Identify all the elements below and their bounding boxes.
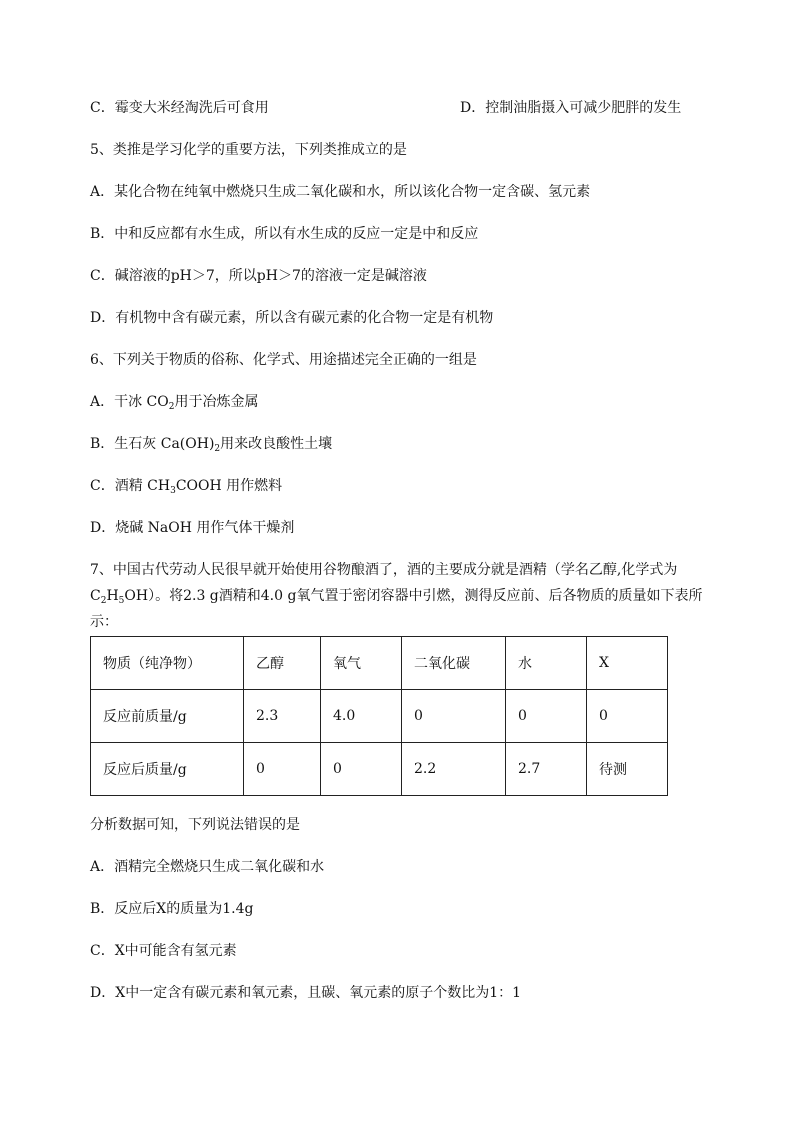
table-header-cell: 物质（纯净物）: [91, 637, 244, 690]
table-row: [91, 743, 668, 796]
table-header-cell: X: [587, 637, 668, 690]
table-header-cell: 水: [506, 637, 587, 690]
table-cell: 0: [244, 743, 321, 796]
q7-option-c: C．X中可能含有氢元素: [90, 943, 237, 959]
q7-option-d: D．X中一定含有碳元素和氧元素，且碳、氧元素的原子个数比为1：1: [90, 985, 522, 1001]
q4-option-c: C．霉变大米经淘洗后可食用: [90, 100, 269, 116]
table-header-cell: 乙醇: [244, 637, 321, 690]
table-row: [91, 690, 668, 743]
q7-stem-line2: $C_2H_5OH$）。将2.3 g酒精和4.0 g氧气置于密闭容器中引燃，测得反应前、后各物质的质量如下表所: [90, 588, 703, 606]
table-cell: 反应前质量/g: [91, 690, 244, 743]
table-cell: 反应后质量/g: [91, 743, 244, 796]
q4-options-row: [90, 98, 682, 118]
q6-stem: 6、下列关于物质的俗称、化学式、用途描述完全正确的一组是: [90, 352, 477, 368]
table-cell: 0: [402, 690, 506, 743]
table-cell: 待测: [587, 743, 668, 796]
table-cell: 0: [506, 690, 587, 743]
table-cell: 2.2: [402, 743, 506, 796]
table-cell: 0: [587, 690, 668, 743]
table-cell: 2.7: [506, 743, 587, 796]
q7-stem-line1: 7、中国古代劳动人民很早就开始使用谷物酿酒了，酒的主要成分就是酒精（学名乙醇,化学式为: [90, 562, 678, 578]
table-cell: 4.0: [321, 690, 402, 743]
q5-option-a: A．某化合物在纯氧中燃烧只生成二氧化碳和水，所以该化合物一定含碳、氢元素: [90, 184, 591, 200]
q5-option-b: B．中和反应都有水生成，所以有水生成的反应一定是中和反应: [90, 226, 479, 242]
q7-option-a: A．酒精完全燃烧只生成二氧化碳和水: [90, 859, 325, 875]
table-header-cell: 氧气: [321, 637, 402, 690]
q5-option-c: C．碱溶液的pH＞7，所以pH＞7的溶液一定是碱溶液: [90, 268, 427, 284]
q6-option-a: A．干冰 $CO_2$用于冶炼金属: [90, 394, 259, 412]
table-header-cell: 二氧化碳: [402, 637, 506, 690]
q4-option-d: D．控制油脂摄入可减少肥胖的发生: [460, 100, 682, 116]
q7-prompt: 分析数据可知，下列说法错误的是: [90, 817, 300, 833]
q7-stem-line3: 示：: [90, 614, 118, 630]
q6-option-b: B．生石灰 $Ca(OH)_2$用来改良酸性土壤: [90, 436, 333, 454]
q6-option-c: C．酒精 $CH_3COOH$ 用作燃料: [90, 478, 283, 496]
q6-option-d: D．烧碱 NaOH 用作气体干燥剂: [90, 520, 295, 536]
table-cell: 0: [321, 743, 402, 796]
q7-option-b: B．反应后X的质量为1.4g: [90, 901, 254, 917]
q5-option-d: D．有机物中含有碳元素，所以含有碳元素的化合物一定是有机物: [90, 310, 494, 326]
table-header-row: [91, 637, 668, 690]
table-cell: 2.3: [244, 690, 321, 743]
mass-table: [90, 636, 668, 796]
q5-stem: 5、类推是学习化学的重要方法，下列类推成立的是: [90, 142, 407, 158]
